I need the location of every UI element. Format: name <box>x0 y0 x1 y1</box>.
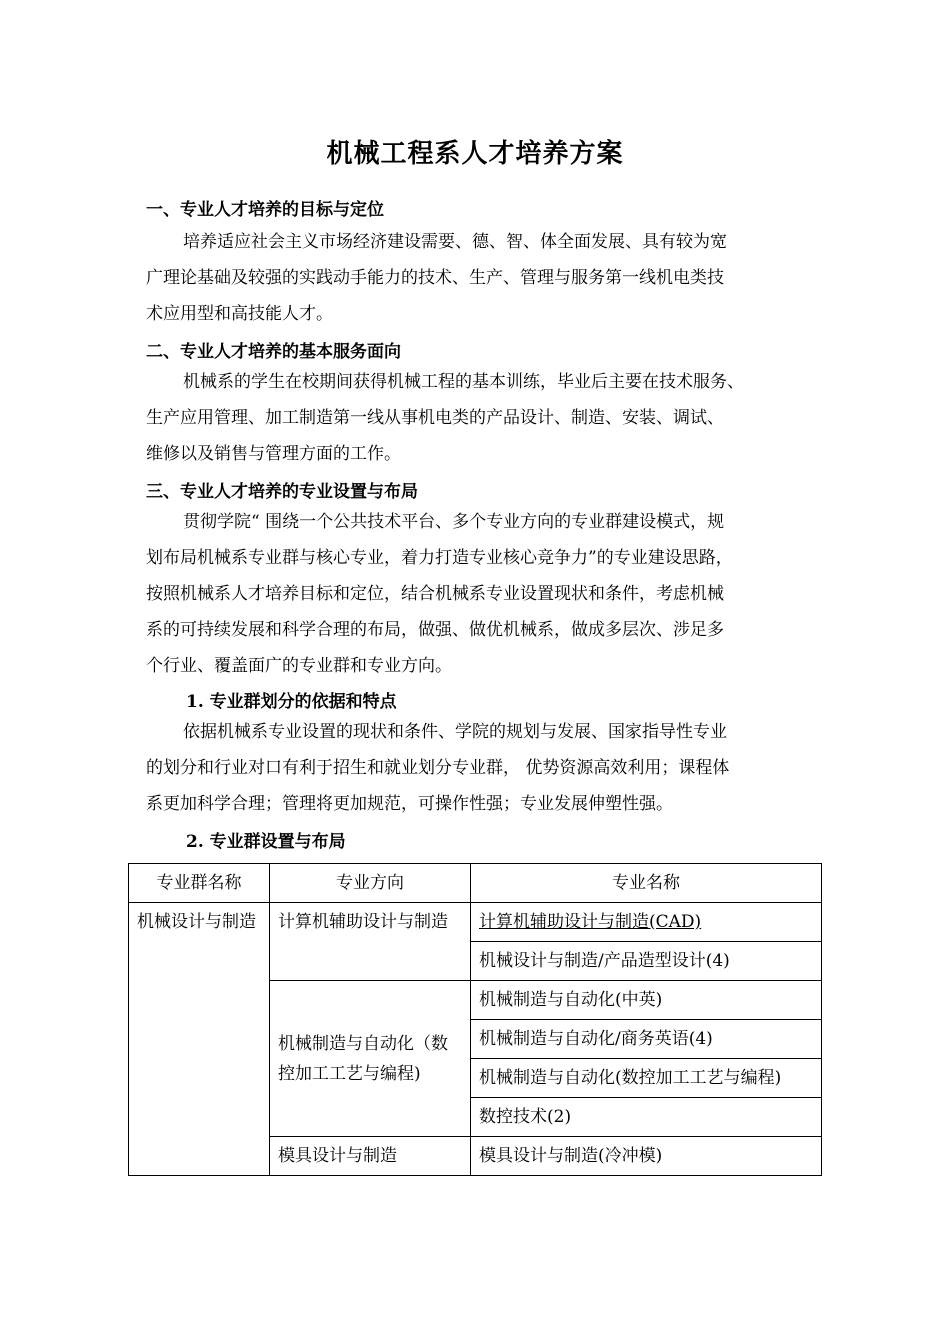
major-cell: 机械设计与制造/产品造型设计(4) <box>471 942 822 981</box>
paragraph-line: 生产应用管理、加工制造第一线从事机电类的产品设计、制造、安装、调试、 <box>146 408 724 428</box>
table-header: 专业方向 <box>270 864 471 903</box>
paragraph-line: 广理论基础及较强的实践动手能力的技术、生产、管理与服务第一线机电类技 <box>146 268 724 288</box>
major-cell: 模具设计与制造(冷冲模) <box>471 1137 822 1176</box>
major-name: 计算机辅助设计与制造(CAD) <box>479 912 702 932</box>
paragraph-line: 划布局机械系专业群与核心专业，着力打造专业核心竞争力”的专业建设思路， <box>146 548 733 568</box>
paragraph-service <box>146 364 826 472</box>
paragraph-goals <box>146 224 826 332</box>
major-table <box>128 863 822 1176</box>
paragraph-line: 培养适应社会主义市场经济建设需要、德、智、体全面发展、具有较为宽 <box>183 232 727 252</box>
paragraph-basis <box>146 714 826 822</box>
direction-cell: 机械制造与自动化（数控加工工艺与编程) <box>270 981 471 1137</box>
group-cell: 机械设计与制造 <box>129 903 270 1176</box>
direction-cell: 模具设计与制造 <box>270 1137 471 1176</box>
major-cell: 机械制造与自动化(中英) <box>471 981 822 1020</box>
table-header: 专业群名称 <box>129 864 270 903</box>
major-cell: 机械制造与自动化/商务英语(4) <box>471 1020 822 1059</box>
table-row <box>129 903 822 942</box>
paragraph-line: 按照机械系人才培养目标和定位，结合机械系专业设置现状和条件，考虑机械 <box>146 584 724 604</box>
section-heading-layout: 三、专业人才培养的专业设置与布局 <box>146 482 418 502</box>
paragraph-layout <box>146 504 826 684</box>
major-cell <box>471 903 822 942</box>
paragraph-line: 系的可持续发展和科学合理的布局，做强、做优机械系，做成多层次、涉足多 <box>146 620 724 640</box>
section-heading-service: 二、专业人才培养的基本服务面向 <box>146 342 401 362</box>
subsection-heading-basis: 1. 专业群划分的依据和特点 <box>186 692 397 712</box>
table-header-row <box>129 864 822 903</box>
paragraph-line: 个行业、覆盖面广的专业群和专业方向。 <box>146 656 452 676</box>
major-cell: 数控技术(2) <box>471 1098 822 1137</box>
paragraph-line: 系更加科学合理；管理将更加规范，可操作性强；专业发展伸塑性强。 <box>146 794 673 814</box>
major-cell: 机械制造与自动化(数控加工工艺与编程) <box>471 1059 822 1098</box>
paragraph-line: 维修以及销售与管理方面的工作。 <box>146 444 401 464</box>
subsection-heading-table: 2. 专业群设置与布局 <box>186 832 346 852</box>
table-header: 专业名称 <box>471 864 822 903</box>
direction-cell: 计算机辅助设计与制造 <box>270 903 471 981</box>
paragraph-line: 贯彻学院“ 围绕一个公共技术平台、多个专业方向的专业群建设模式，规 <box>183 512 725 532</box>
paragraph-line: 机械系的学生在校期间获得机械工程的基本训练，毕业后主要在技术服务、 <box>183 372 744 392</box>
paragraph-line: 依据机械系专业设置的现状和条件、学院的规划与发展、国家指导性专业 <box>183 722 727 742</box>
section-heading-goals: 一、专业人才培养的目标与定位 <box>146 200 384 220</box>
page-title: 机械工程系人才培养方案 <box>326 139 624 169</box>
paragraph-line: 术应用型和高技能人才。 <box>146 304 333 324</box>
paragraph-line: 的划分和行业对口有利于招生和就业划分专业群， 优势资源高效利用；课程体 <box>146 758 730 778</box>
